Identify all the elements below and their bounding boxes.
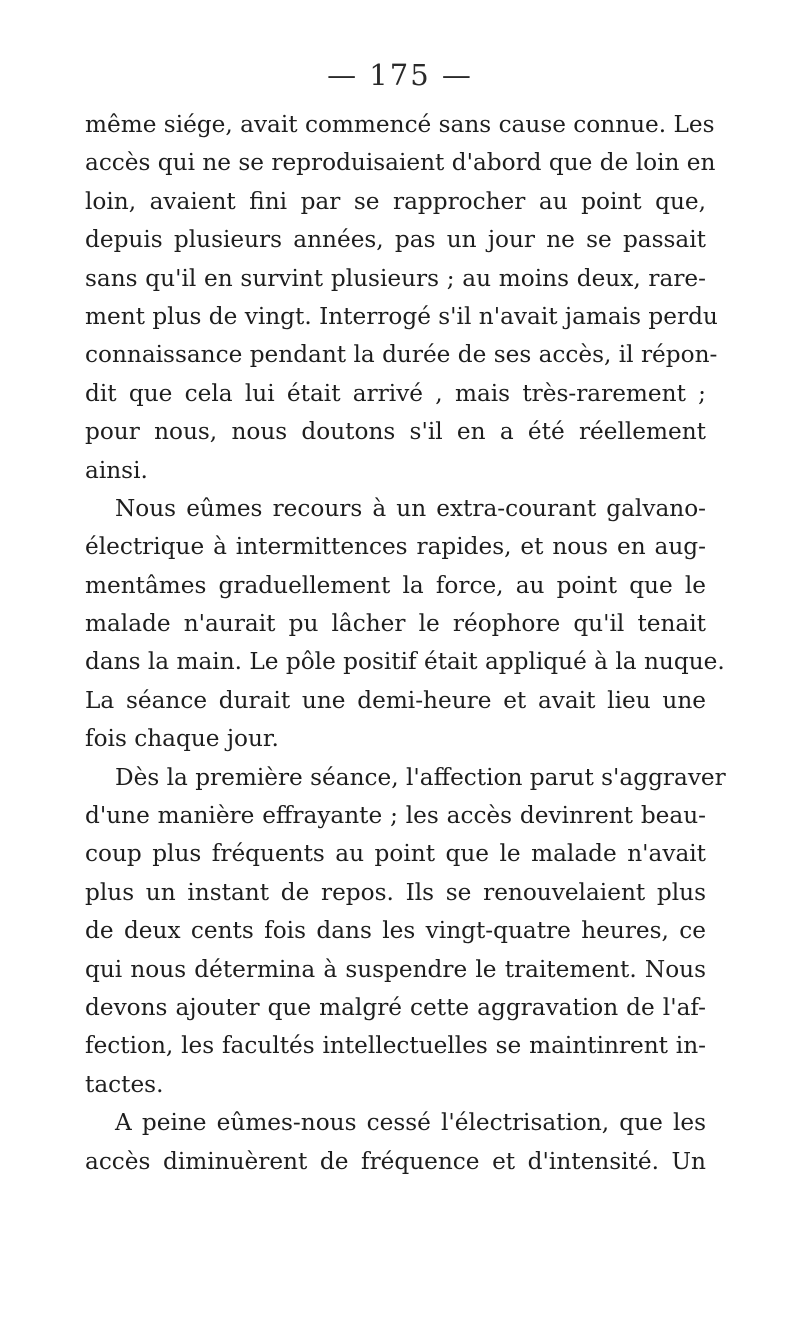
text-line: ainsi. <box>85 456 148 484</box>
text-line: accès qui ne se reproduisaient d'abord que de loin en <box>85 149 716 177</box>
text-line: coup plus fréquents au point que le malade n'avait <box>85 840 706 868</box>
text-line: depuis plusieurs années, pas un jour ne se passait <box>85 226 706 254</box>
paragraph-start-line: Dès la première séance, l'affection parut s'aggraver <box>115 763 726 791</box>
text-line: dit que cela lui était arrivé , mais très-rarement ; <box>85 379 706 407</box>
text-line: plus un instant de repos. Ils se renouvelaient plus <box>85 878 706 906</box>
text-line: électrique à intermittences rapides, et nous en aug- <box>85 533 706 561</box>
text-line: de deux cents fois dans les vingt-quatre heures, ce <box>85 917 706 945</box>
text-line: d'une manière effrayante ; les accès devinrent beau- <box>85 802 706 830</box>
text-line: mentâmes graduellement la force, au point que le <box>85 571 706 599</box>
body-text <box>85 106 726 1181</box>
text-line: accès diminuèrent de fréquence et d'intensité. Un <box>85 1147 706 1175</box>
text-line: fection, les facultés intellectuelles se maintinrent in- <box>85 1032 706 1060</box>
text-line: fois chaque jour. <box>85 725 279 753</box>
page-number: — 175 — <box>327 58 473 92</box>
text-line: connaissance pendant la durée de ses accès, il répon- <box>85 341 718 369</box>
paragraph-start-line: Nous eûmes recours à un extra-courant galvano- <box>115 494 706 522</box>
text-line: malade n'aurait pu lâcher le réophore qu'il tenait <box>85 610 706 638</box>
text-line: ment plus de vingt. Interrogé s'il n'avait jamais perdu <box>85 302 718 330</box>
text-line: même siége, avait commencé sans cause connue. Les <box>85 111 715 138</box>
paragraph-start-line: A peine eûmes-nous cessé l'électrisation, que les <box>115 1109 706 1137</box>
text-line: dans la main. Le pôle positif était appliqué à la nuque. <box>85 648 725 676</box>
text-line: tactes. <box>85 1070 164 1098</box>
text-line: La séance durait une demi-heure et avait lieu une <box>85 686 706 714</box>
text-line: sans qu'il en survint plusieurs ; au moins deux, rare- <box>85 264 706 292</box>
text-line: pour nous, nous doutons s'il en a été réellement <box>85 418 706 446</box>
text-line: devons ajouter que malgré cette aggravation de l'af- <box>85 993 706 1021</box>
text-line: loin, avaient fini par se rapprocher au point que, <box>85 187 706 215</box>
text-line: qui nous détermina à suspendre le traitement. Nous <box>85 955 706 983</box>
